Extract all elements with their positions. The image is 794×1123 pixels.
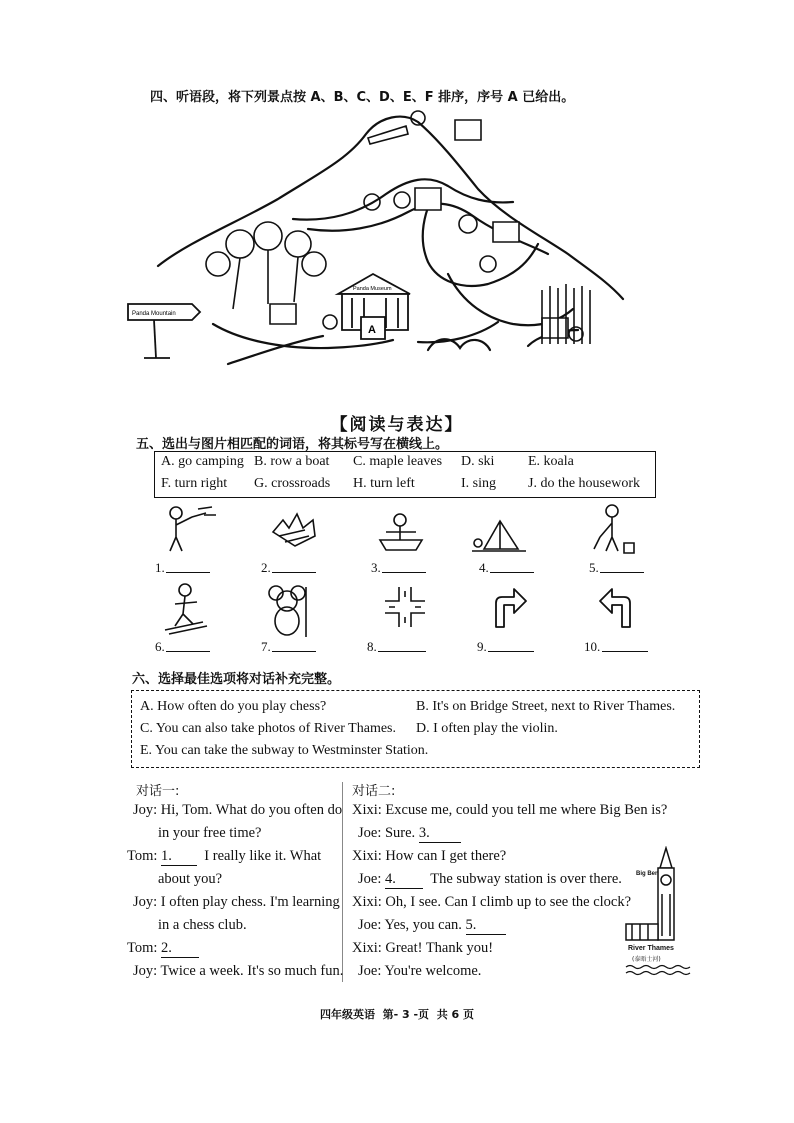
camping-picture [470,515,528,555]
dialogue-line [127,848,321,866]
turn-right-picture [488,585,528,629]
dialogue-line: Xixi: Excuse me, could you tell me where Big Ben is? [352,802,668,818]
tree-icon [285,231,311,257]
crossroads-picture [383,585,427,629]
panda-icon [459,215,477,233]
dialogue2-header: 对话二: [352,784,396,799]
answer-blank[interactable] [419,825,461,843]
dialogue-line: about you? [158,871,223,887]
big-ben-label: Big Ben [636,871,659,877]
dialogue-option: B. It's on Bridge Street, next to River Thames. [416,699,676,714]
answer-blank[interactable] [466,917,506,935]
dialogue-line: Joe: You're welcome. [358,963,482,979]
word-option: D. ski [461,454,495,469]
dialogue-option: E. You can take the subway to Westminster Station. [140,743,429,758]
bush-outline [428,339,490,350]
word-option: J. do the housework [528,476,640,491]
tree-icon [254,222,282,250]
answer-number: 4. [479,560,489,575]
panda-icon [480,256,496,272]
dialogue-line: Xixi: Oh, I see. Can I climb up to see the clock? [352,894,632,910]
dialogue1-header: 对话一: [136,784,180,799]
word-option: B. row a boat [254,454,330,469]
answer-number: 3. [371,560,381,575]
dialogue-text: Joe: Yes, you can. [358,917,462,933]
trail-path [228,336,323,364]
dialogue-option: D. I often play the violin. [416,721,558,736]
answer-number: 8. [367,639,377,654]
word-option: C. maple leaves [353,454,443,469]
speaker-label: Tom: [127,940,158,956]
word-option: H. turn left [353,476,415,491]
answer-blank[interactable] [602,651,648,652]
dialogue-line [358,917,506,935]
word-option: E. koala [528,454,574,469]
map-answer-box [415,188,441,210]
tree-icon [302,252,326,276]
dialogue-text: Joe: Sure. [358,825,416,841]
signpost-label: Panda Mountain [132,311,176,317]
dialogue-line: Joy: Hi, Tom. What do you often do [133,802,343,818]
dialogue-option: A. How often do you play chess? [140,699,327,714]
map-answer-box [542,318,568,338]
blank-number: 4. [384,871,396,887]
word-bank-box [154,451,656,498]
answer-blank[interactable] [490,572,534,573]
dialogue-line: Xixi: How can I get there? [352,848,507,864]
tree-icon [206,252,230,276]
answer-blank[interactable] [166,572,210,573]
ski-picture [163,580,211,636]
blank-number: 1. [161,848,172,864]
answer-blank[interactable] [600,572,644,573]
trail-path [418,322,498,342]
word-option: I. sing [461,476,496,491]
section-banner: 【阅读与表达】 [330,415,464,435]
koala-picture [266,583,312,639]
dialogue-line [358,871,622,889]
section6-title: 六、选择最佳选项将对话补充完整。 [132,672,341,687]
river-cn-label: (泰晤士河) [632,956,661,963]
row-boat-picture [376,510,426,554]
maple-leaves-picture [265,506,323,552]
river-label: River Thames [628,945,674,952]
answer-blank[interactable] [272,651,316,652]
answer-number: 7. [261,639,271,654]
answer-blank[interactable] [378,651,426,652]
water-waves-icon [624,963,694,977]
panda-icon [394,192,410,208]
singer-picture [158,503,218,553]
answer-number: 9. [477,639,487,654]
blank-number: 5. [465,917,477,933]
section4-title: 四、听语段，将下列景点按 A、B、C、D、E、F 排序，序号 A 已给出。 [150,90,575,105]
page-footer: 四年级英语 第- 3 -页 共 6 页 [319,1008,475,1021]
word-option: A. go camping [161,454,244,469]
panda-icon [323,315,337,329]
blank-number: 3. [418,825,430,841]
map-answer-box [493,222,519,242]
answer-number: 10. [584,639,601,654]
map-answer-box [270,304,296,324]
answer-number: 6. [155,639,165,654]
tree-icon [226,230,254,258]
park-map-illustration [118,104,638,366]
big-ben-illustration [622,846,692,942]
answer-blank[interactable] [385,871,423,889]
answer-blank[interactable] [488,651,534,652]
answer-blank[interactable] [161,940,199,958]
dialogue-option: C. You can also take photos of River Thames. [140,721,396,736]
word-option: F. turn right [161,476,228,491]
answer-blank[interactable] [382,572,426,573]
word-option: G. crossroads [254,476,331,491]
housework-picture [590,503,638,555]
dialogue-text: The subway station is over there. [430,871,622,887]
answer-blank[interactable] [166,651,210,652]
speaker-label: Tom: [127,848,158,864]
dialogue-line: Joy: I often play chess. I'm learning [133,894,340,910]
dialogue-line: in your free time? [158,825,262,841]
answer-number: 2. [261,560,271,575]
map-answer-box [455,120,481,140]
museum-label: Panda Museum [353,286,392,292]
answer-number: 1. [155,560,165,575]
dialogue-line: in a chess club. [158,917,247,933]
speaker-label: Joe: [358,871,382,887]
blank-number: 2. [161,940,172,956]
column-divider [342,782,343,982]
turn-left-picture [598,585,638,629]
dialogue-line: Xixi: Great! Thank you! [352,940,494,956]
section5-title: 五、选出与图片相匹配的词语，将其标号写在横线上。 [136,437,449,452]
dialogue-text: I really like it. What [204,848,322,864]
dialogue-line: Joy: Twice a week. It's so much fun. [133,963,344,979]
given-letter-a: A [368,324,376,336]
dialogue-line [127,940,199,958]
dialogue-line [358,825,461,843]
answer-number: 5. [589,560,599,575]
answer-blank[interactable] [272,572,316,573]
answer-blank[interactable] [161,848,197,866]
dialogue-options-box [131,690,700,768]
